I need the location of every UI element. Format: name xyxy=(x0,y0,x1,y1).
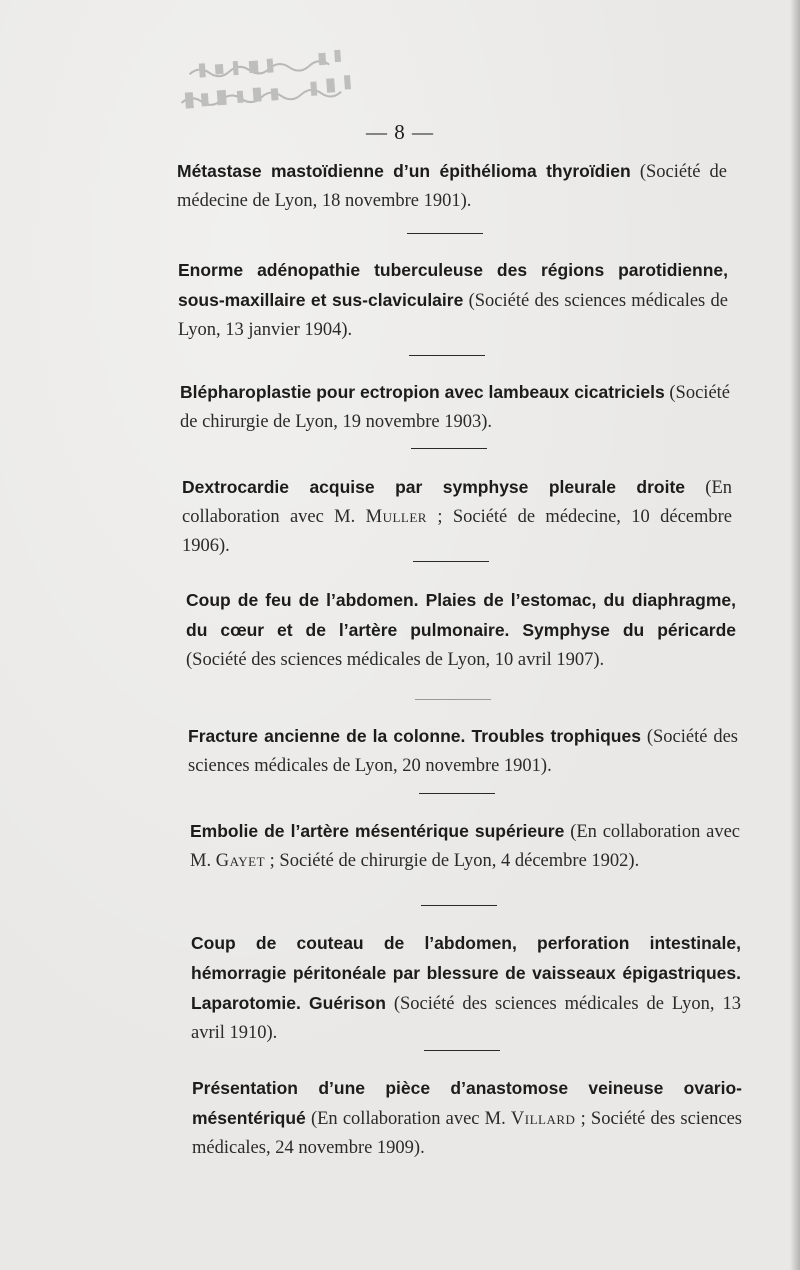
separator-rule xyxy=(421,905,497,906)
entry-reference-end: ; Société des sciences médicales, 24 novembre 1909). xyxy=(192,1109,743,1158)
bibliography-entry xyxy=(186,586,736,675)
entry-reference: (Société des sciences médicales de Lyon, 13 janvier 1904). xyxy=(178,291,728,340)
separator-rule xyxy=(407,233,483,234)
page-number: — 8 — xyxy=(366,120,434,144)
entry-collaborator: Gayet xyxy=(215,851,266,871)
bibliography-entry xyxy=(178,256,728,345)
bibliography-entry xyxy=(188,722,738,781)
entry-title: Fracture ancienne de la colonne. Troubles trophiques xyxy=(188,726,641,746)
entry-title: Enorme adénopathie tuberculeuse des régions parotidienne, sous-maxillaire et sus-claviculaire xyxy=(178,260,728,310)
entry-title: Embolie de l’artère mésentérique supérieure xyxy=(190,821,565,841)
library-stamp xyxy=(167,30,392,125)
entry-reference-end: ; Société de chirurgie de Lyon, 4 décembre 1902). xyxy=(269,851,640,871)
separator-rule xyxy=(413,561,489,562)
entry-title: Coup de couteau de l’abdomen, perforation intestinale, hémorragie péritonéale par blessure de vaisseaux épigastriques. Laparotomie. Guérison xyxy=(191,933,741,1013)
page-edge-shadow xyxy=(790,0,800,1270)
bibliography-entry xyxy=(192,1074,742,1163)
bibliography-entry xyxy=(180,378,730,437)
bibliography-entry xyxy=(190,817,740,876)
bibliography-entry xyxy=(182,473,732,561)
entry-reference-start: (En collaboration avec M. xyxy=(182,478,732,527)
entry-collaborator: Villard xyxy=(510,1109,576,1129)
entry-reference-end: ; Société de médecine, 10 décembre 1906). xyxy=(182,507,733,556)
entry-collaborator: Muller xyxy=(365,507,427,527)
separator-rule xyxy=(411,448,487,449)
separator-rule xyxy=(419,793,495,794)
entry-reference: (Société de médecine de Lyon, 18 novembre 1901). xyxy=(177,162,728,211)
bibliography-entry xyxy=(191,929,741,1048)
entry-reference: (Société des sciences médicales de Lyon, 20 novembre 1901). xyxy=(188,727,739,776)
entry-title: Dextrocardie acquise par symphyse pleurale droite xyxy=(182,477,686,497)
entry-reference-start: (En collaboration avec M. xyxy=(190,822,741,871)
entry-reference: (Société des sciences médicales de Lyon, 10 avril 1907). xyxy=(186,650,605,670)
entry-title: Coup de feu de l’abdomen. Plaies de l’estomac, du diaphragme, du cœur et de l’artère pulmonaire. Symphyse du péricarde xyxy=(186,590,736,640)
separator-rule xyxy=(409,355,485,356)
bibliography-entry xyxy=(177,157,727,216)
entry-title: Blépharoplastie pour ectropion avec lambeaux cicatriciels xyxy=(180,382,665,402)
entry-reference: (Société de chirurgie de Lyon, 19 novembre 1903). xyxy=(180,383,731,432)
separator-rule xyxy=(424,1050,500,1051)
library-stamp-graphic xyxy=(167,30,392,125)
separator-rule xyxy=(415,699,491,700)
entry-reference: (Société des sciences médicales de Lyon, 13 avril 1910). xyxy=(191,994,742,1043)
entry-title: Métastase mastoïdienne d’un épithélioma thyroïdien xyxy=(177,161,631,181)
entry-reference-start: (En collaboration avec M. xyxy=(310,1109,506,1129)
entry-title: Présentation d’une pièce d’anastomose veineuse ovario-mésentériqué xyxy=(192,1078,742,1128)
